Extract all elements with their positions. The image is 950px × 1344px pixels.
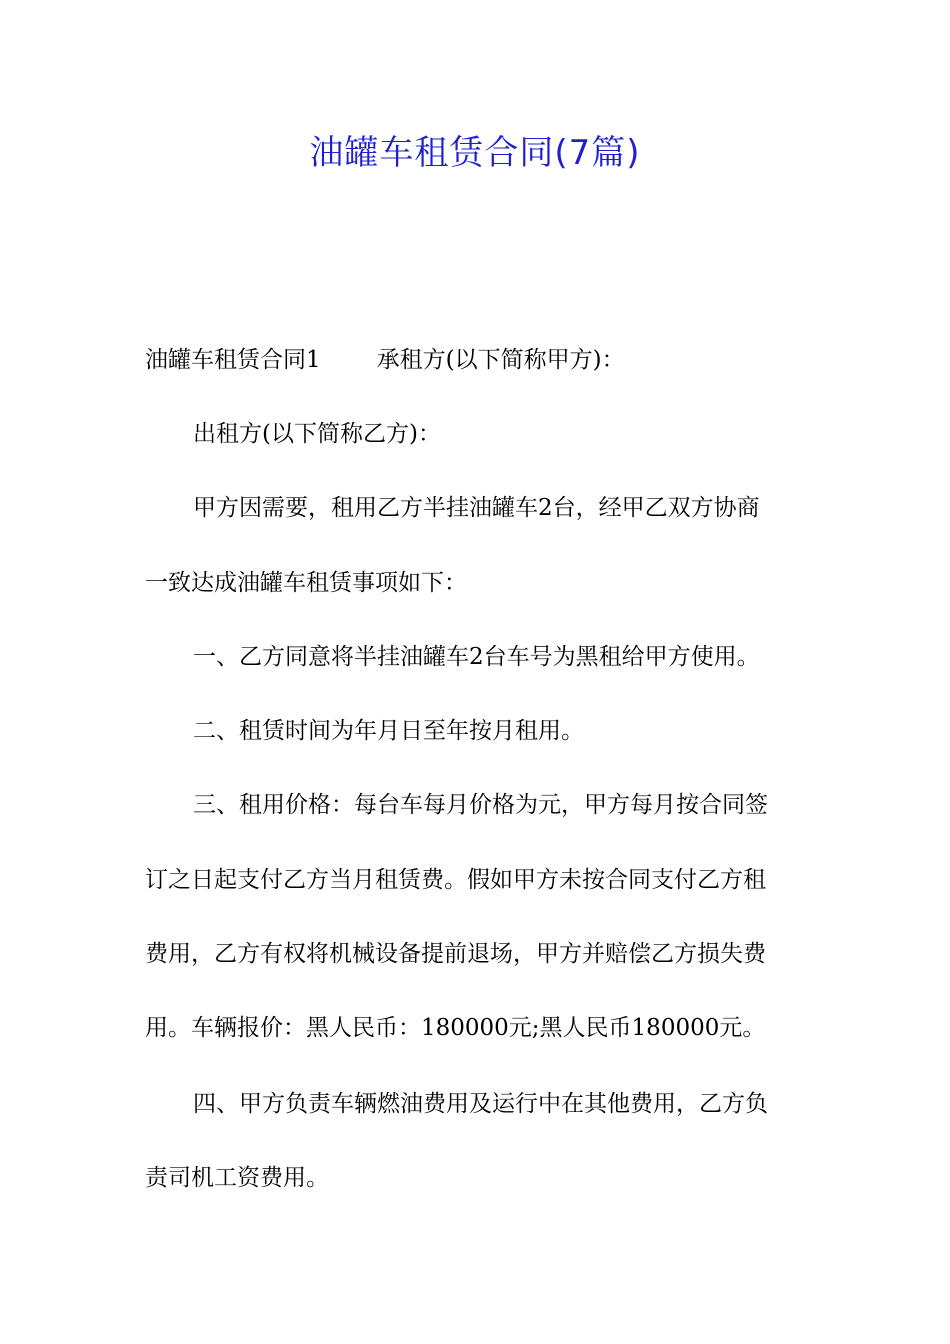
first-line — [145, 340, 625, 380]
contract-heading-label: 油罐车租赁合同1 — [145, 347, 321, 373]
paragraph-line: 四、甲方负责车辆燃油费用及运行中在其他费用，乙方负 — [193, 1091, 768, 1117]
paragraph-line: 订之日起支付乙方当月租赁费。假如甲方未按合同支付乙方租 — [145, 867, 766, 893]
lessee-field: 承租方(以下简称甲方)： — [376, 347, 625, 373]
lessor-field: 出租方(以下简称乙方)： — [193, 421, 441, 447]
paragraph-line: 责司机工资费用。 — [145, 1165, 329, 1191]
paragraph-line: 三、租用价格：每台车每月价格为元，甲方每月按合同签 — [193, 792, 768, 818]
document-title: 油罐车租赁合同(7篇) — [309, 133, 641, 173]
paragraph-line: 二、租赁时间为年月日至年按月租用。 — [193, 718, 584, 744]
paragraph-line: 甲方因需要，租用乙方半挂油罐车2台，经甲乙双方协商 — [193, 495, 760, 521]
paragraph-line: 费用，乙方有权将机械设备提前退场，甲方并赔偿乙方损失费 — [145, 941, 766, 967]
paragraph-line: 一致达成油罐车租赁事项如下： — [145, 570, 467, 596]
paragraph-line: 一、乙方同意将半挂油罐车2台车号为黑租给甲方使用。 — [193, 644, 760, 670]
paragraph-line: 用。车辆报价：黑人民币：180000元;黑人民币180000元。 — [145, 1015, 766, 1041]
